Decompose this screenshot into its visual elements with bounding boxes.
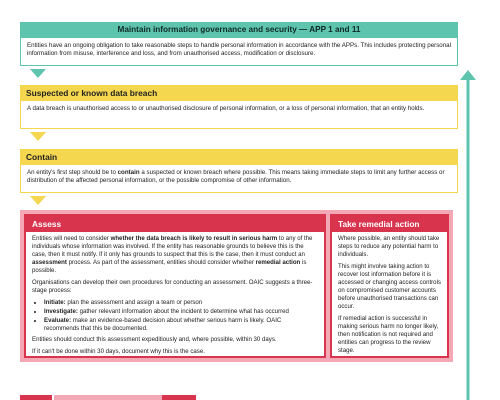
assess-intro: Entities will need to consider whether the data breach is likely to result in serious harm to any of the individuals whose information was involved. If the entity has reasonable grounds to believe this is the case, then it must notify. If it only has grounds to suspect that this is the case, then it must conduct an assessment process. As part of the assessment, entities should consider whether remedial action is possible.	[32, 235, 313, 274]
next-stage-tab	[20, 395, 52, 400]
remedial-outcome: If remedial action is successful in making serious harm no longer likely, then notification is not required and entities can progress to the review stage.	[338, 315, 439, 354]
list-item: • Investigate: gather relevant information about the incident to determine what has occurred	[44, 308, 318, 316]
list-item: • Initiate: plan the assessment and assign a team or person	[44, 299, 318, 307]
remedial-examples: This might involve taking action to recover lost information before it is accessed or changing access controls on compromised customer accounts before unauthorised transactions can occur.	[338, 263, 441, 310]
list-item: • Evaluate: make an evidence-based decision about whether serious harm is likely. OAIC recommends that this be documented.	[44, 317, 318, 333]
down-arrow-icon	[30, 69, 46, 78]
down-arrow-icon	[30, 196, 46, 205]
assess-title: Assess	[26, 216, 324, 232]
contain-description: An entity's first step should be to contain a suspected or known breach where possible. This means taking immediate steps to limit any further access or distribution of the affected personal information, or the possible compromise of other information.	[20, 165, 458, 193]
remedial-title: Take remedial action	[332, 216, 447, 232]
remedial-panel	[330, 214, 449, 358]
down-arrow-icon	[30, 132, 46, 141]
assess-timeframe: Entities should conduct this assessment expeditiously and, where possible, within 30 days.	[32, 336, 277, 343]
assess-steps-list	[32, 299, 318, 333]
next-stage-tab	[162, 395, 196, 400]
next-stage-tab	[54, 395, 162, 400]
governance-title: Maintain information governance and security — APP 1 and 11	[20, 22, 458, 38]
contain-title: Contain	[20, 149, 458, 165]
governance-description: Entities have an ongoing obligation to take reasonable steps to handle personal information in accordance with the APPs. This includes protecting personal information from misuse, interference and loss, and from unauthorised access, modification or disclosure.	[20, 38, 458, 66]
breach-description: A data breach is unauthorised access to or unauthorised disclosure of personal information, or a loss of personal information, that an entity holds.	[20, 101, 458, 129]
breach-title: Suspected or known data breach	[20, 85, 458, 101]
remedial-intro: Where possible, an entity should take steps to reduce any potential harm to individuals.	[338, 235, 440, 258]
assess-panel	[24, 214, 326, 358]
assess-process-intro: Organisations can develop their own procedures for conducting an assessment. OAIC suggests a three-stage process:	[32, 279, 313, 294]
assess-timeframe-exception: If it can't be done within 30 days, document why this is the case.	[32, 348, 205, 355]
